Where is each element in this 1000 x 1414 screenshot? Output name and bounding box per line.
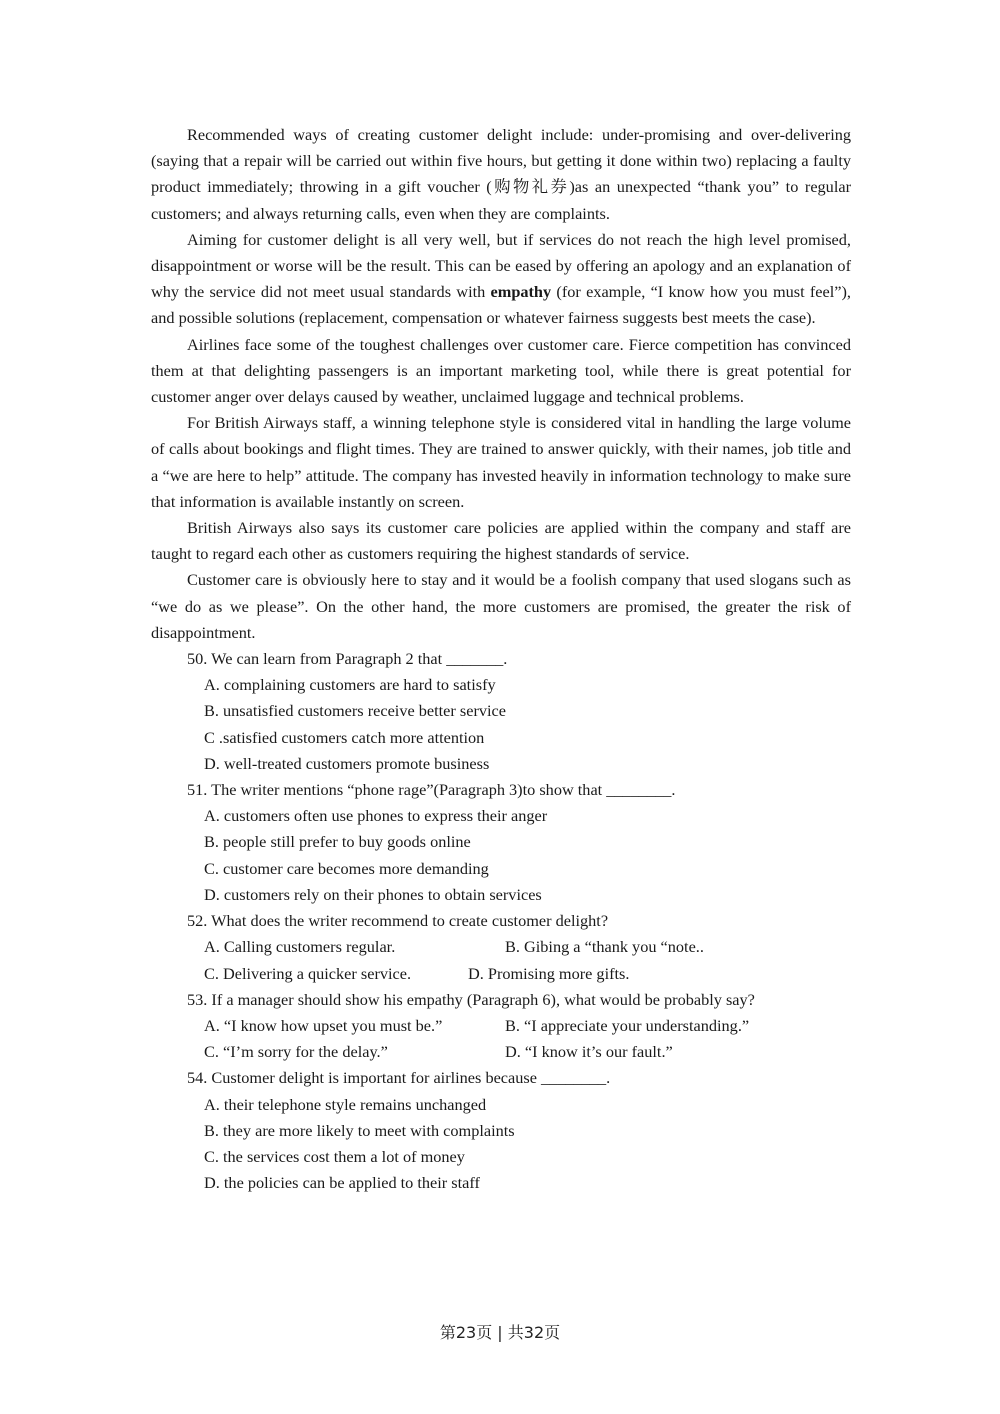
question-53-option-b: B. “I appreciate your understanding.” [505, 1015, 750, 1035]
question-53-option-a: A. “I know how upset you must be.” [204, 1015, 443, 1035]
empathy-keyword: empathy [490, 282, 552, 302]
question-51-option-d: D. customers rely on their phones to obtain services [204, 884, 542, 904]
paragraph-3: Airlines face some of the toughest challenges over customer care. Fierce competition has convinced them at that delighting passengers is an important marketing tool, while there is great potential for customer anger over delays caused by weather, unclaimed luggage and technical problems. [151, 334, 851, 407]
page-indicator: 第23页 | 共32页 [439, 1323, 561, 1342]
question-54-option-a: A. their telephone style remains unchanged [204, 1094, 487, 1114]
paragraph-2-text-b: (for example, “I know how you must feel”), and possible solutions (replacement, compensation or whatever fairness suggests best meets the case). [151, 282, 851, 328]
question-53-option-d: D. “I know it’s our fault.” [505, 1042, 673, 1062]
paragraph-1: Recommended ways of creating customer delight include: under-promising and over-delivering (saying that a repair will be carried out within five hours, but getting it done within two) replacing a faulty product immediately; throwing in a gift voucher (购物礼券)as an unexpected “thank you” to regular customers; and always returning calls, even when they are complaints. [151, 125, 851, 223]
question-53-options-row-2 [151, 1039, 851, 1065]
question-52-option-c: C. Delivering a quicker service. [204, 963, 412, 983]
question-52-option-d: D. Promising more gifts. [468, 963, 630, 983]
document-page [151, 122, 851, 1196]
question-52-options-row-2 [151, 961, 851, 987]
question-53-option-c: C. “I’m sorry for the delay.” [204, 1042, 388, 1062]
question-51-stem: 51. The writer mentions “phone rage”(Paragraph 3)to show that ________. [187, 780, 676, 800]
question-54-option-c: C. the services cost them a lot of money [204, 1146, 465, 1166]
question-52-options-row-1 [151, 934, 851, 960]
paragraph-2 [151, 227, 851, 332]
paragraph-2-text-a: Aiming for customer delight is all very well, but if services do not reach the high level promised, disappointment or worse will be the result. This can be eased by offering an apology and an explanation of why the service did not meet usual standards with [151, 229, 851, 302]
question-50-option-c: C .satisfied customers catch more attention [204, 727, 485, 747]
question-54-stem: 54. Customer delight is important for airlines because ________. [187, 1068, 611, 1088]
question-54-option-b: B. they are more likely to meet with complaints [204, 1120, 515, 1140]
question-50-option-a: A. complaining customers are hard to satisfy [204, 675, 496, 695]
question-50-option-b: B. unsatisfied customers receive better service [204, 701, 506, 721]
question-50-stem: 50. We can learn from Paragraph 2 that _______. [187, 649, 508, 669]
paragraph-5: British Airways also says its customer care policies are applied within the company and staff are taught to regard each other as customers requiring the highest standards of service. [151, 518, 851, 564]
question-53-stem: 53. If a manager should show his empathy (Paragraph 6), what would be probably say? [187, 989, 755, 1009]
question-54-option-d: D. the policies can be applied to their staff [204, 1173, 480, 1193]
question-52-option-a: A. Calling customers regular. [204, 937, 396, 957]
question-52-stem: 52. What does the writer recommend to create customer delight? [187, 911, 609, 931]
question-50-option-d: D. well-treated customers promote business [204, 753, 490, 773]
question-51-option-b: B. people still prefer to buy goods online [204, 832, 471, 852]
paragraph-6: Customer care is obviously here to stay and it would be a foolish company that used slogans such as “we do as we please”. On the other hand, the more customers are promised, the greater the risk of disappointment. [151, 570, 851, 642]
page-footer [0, 1320, 1000, 1343]
paragraph-4: For British Airways staff, a winning telephone style is considered vital in handling the large volume of calls about bookings and flight times. They are trained to answer quickly, with their names, job title and a “we are here to help” attitude. The company has invested heavily in information technology to make sure that information is available instantly on screen. [151, 413, 851, 511]
question-51-option-c: C. customer care becomes more demanding [204, 858, 489, 878]
question-52-option-b: B. Gibing a “thank you “note.. [505, 937, 704, 957]
question-51-option-a: A. customers often use phones to express their anger [204, 806, 548, 826]
question-53-options-row-1 [151, 1013, 851, 1039]
